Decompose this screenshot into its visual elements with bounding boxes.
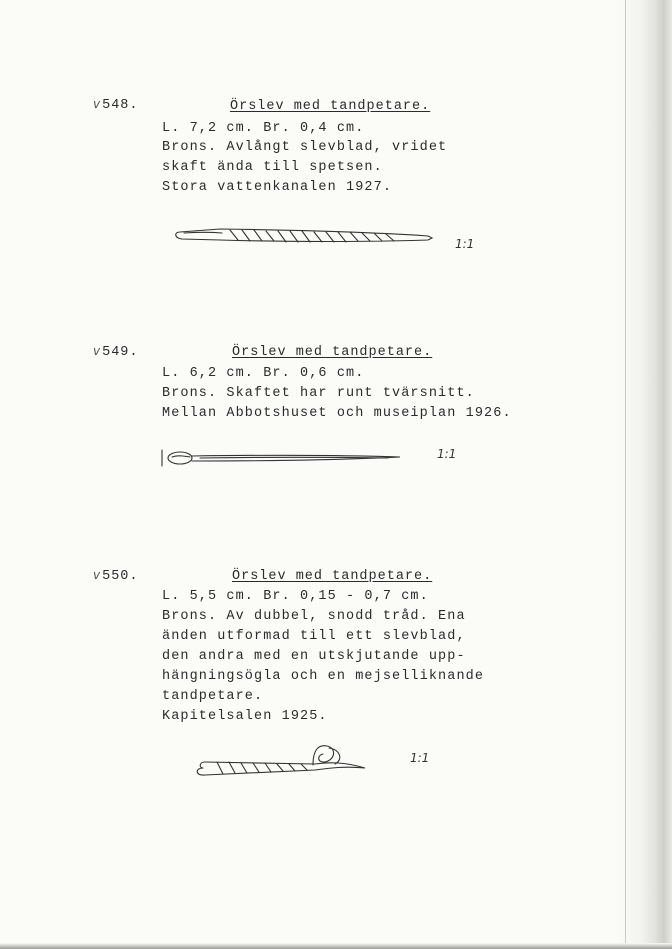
page-edge-line [625,0,626,949]
ear-spoon-drawing [170,220,440,250]
entry-line: L. 6,2 cm. Br. 0,6 cm. [162,366,365,381]
entry-number: v548. [93,97,139,113]
entry-line: skaft ända till spetsen. [162,160,383,175]
entry-number: v550. [93,568,139,584]
entry-line: Brons. Av dubbel, snodd tråd. Ena [162,609,466,624]
entry-line: tandpetare. [162,689,264,704]
check-mark-icon: v [93,344,102,358]
entry-title: Örslev med tandpetare. [232,345,433,360]
ear-spoon-drawing [160,445,410,471]
page-edge-bottom [0,943,672,949]
entry-line: Kapitelsalen 1925. [162,709,328,724]
entry-line: Brons. Skaftet har runt tvärsnitt. [162,386,475,401]
scale-label: 1:1 [410,751,430,765]
entry-line: änden utformad till ett slevblad, [162,629,466,644]
entry-title: Örslev med tandpetare. [232,569,433,584]
entry-line: L. 5,5 cm. Br. 0,15 - 0,7 cm. [162,589,429,604]
entry-line: Mellan Abbotshuset och museiplan 1926. [162,406,512,421]
entry-number: v549. [93,344,139,360]
check-mark-icon: v [93,97,102,111]
scale-label: 1:1 [437,447,457,461]
entry-title: Örslev med tandpetare. [230,99,431,114]
check-mark-icon: v [93,568,102,582]
entry-line: hängningsögla och en mejselliknande [162,669,485,684]
entry-line: Stora vattenkanalen 1927. [162,180,393,195]
scale-label: 1:1 [455,237,475,251]
entry-line: den andra med en utskjutande upp- [162,649,466,664]
entry-line: Brons. Avlångt slevblad, vridet [162,140,448,155]
ear-spoon-drawing [195,738,375,780]
entry-line: L. 7,2 cm. Br. 0,4 cm. [162,121,365,136]
